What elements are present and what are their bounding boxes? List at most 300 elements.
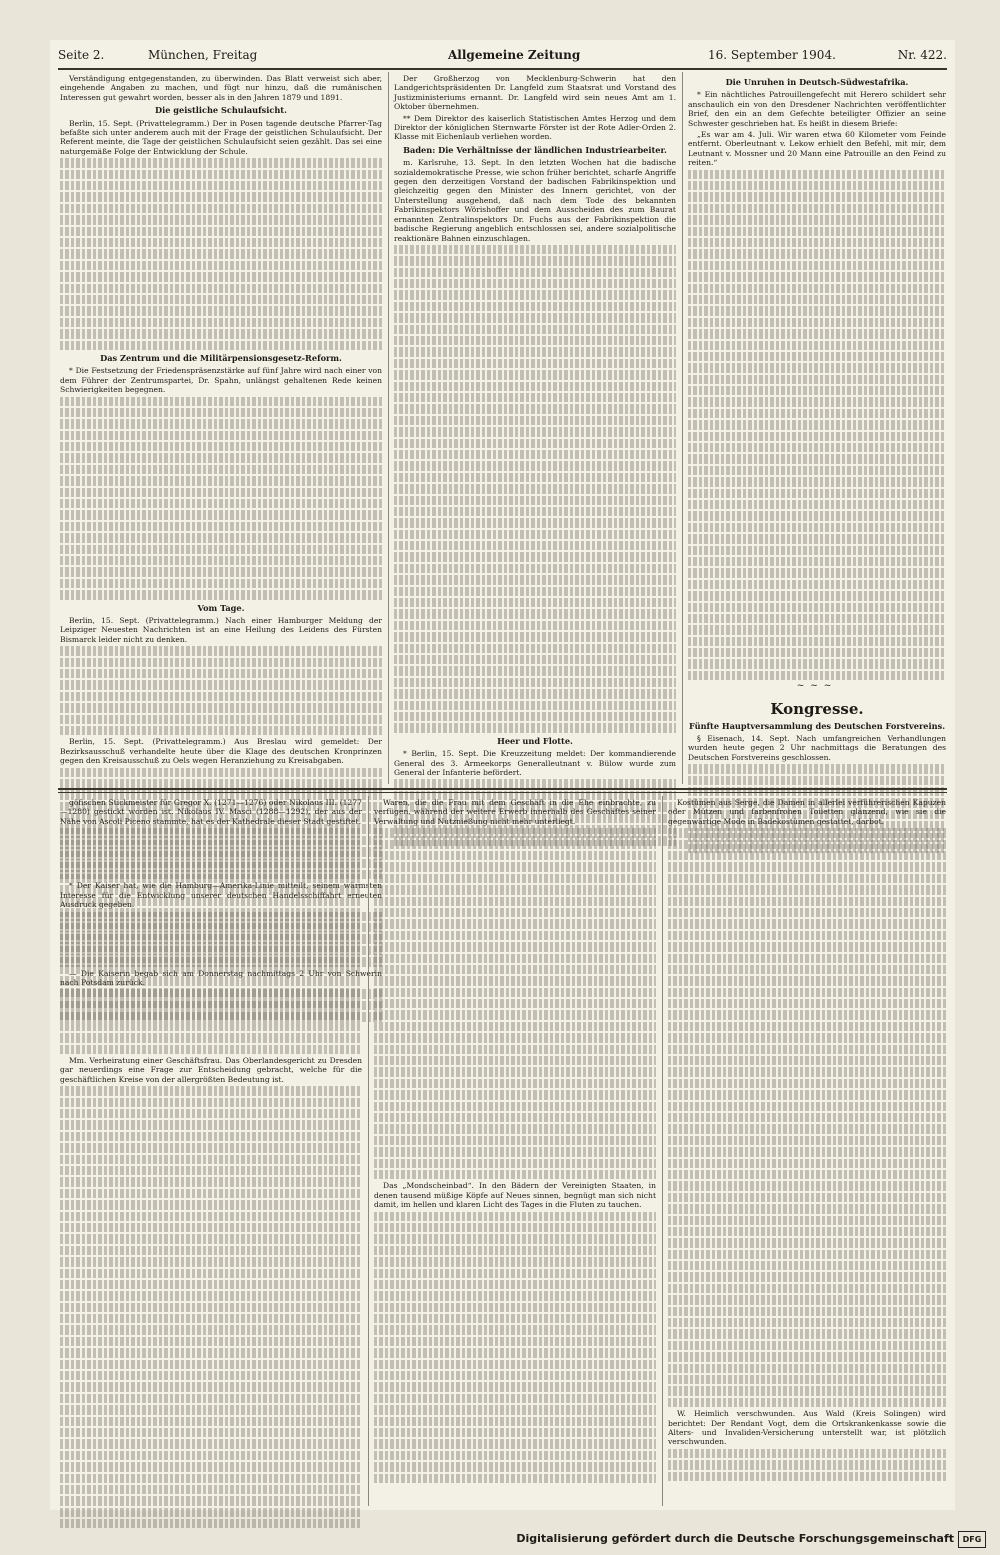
text-line-placeholder: [60, 779, 382, 788]
text-line-placeholder: [394, 450, 676, 459]
text-line-placeholder: [60, 1257, 362, 1266]
text-line-placeholder: [688, 261, 946, 270]
article-text: W. Heimlich verschwunden. Aus Wald (Kreis Solingen) wird berichtet: Der Rendant Vogt, dem die Ortskrankenkasse sowie die Alters- und Invaliden-Versicherung unterstellt war, ist plötzlich verschwunden.: [668, 1409, 946, 1447]
text-line-placeholder: [60, 306, 382, 315]
text-line-placeholder: [60, 329, 382, 338]
text-line-placeholder: [60, 1360, 362, 1369]
article-text: „Es war am 4. Juli. Wir waren etwa 60 Kilometer vom Feinde entfernt. Oberleutnant v. Lekow erhielt den Befehl, mit mir, dem Leutnant v. Mossner und 20 Mann eine Patrouille an den Feind zu reiten.“: [688, 130, 946, 168]
text-line-placeholder: [668, 1079, 946, 1088]
article-heading: Fünfte Hauptversammlung des Deutschen Forstvereins.: [688, 720, 946, 731]
text-line-placeholder: [668, 1449, 946, 1458]
text-line-placeholder: [394, 678, 676, 687]
text-line-placeholder: [60, 1212, 362, 1221]
text-line-placeholder: [374, 840, 656, 849]
text-line-placeholder: [60, 976, 362, 985]
funding-note: Digitalisierung gefördert durch die Deutsche Forschungsgemeinschaft: [516, 1532, 954, 1545]
text-line-placeholder: [60, 192, 382, 201]
text-line-placeholder: [60, 227, 382, 236]
text-line-placeholder: [394, 621, 676, 630]
text-line-placeholder: [60, 522, 382, 531]
text-line-placeholder: [60, 1234, 362, 1243]
text-line-placeholder: [60, 885, 362, 894]
text-line-placeholder: [394, 587, 676, 596]
text-line-placeholder: [60, 499, 382, 508]
text-line-placeholder: [688, 511, 946, 520]
text-line-placeholder: [374, 919, 656, 928]
text-line-placeholder: [394, 347, 676, 356]
text-line-placeholder: [60, 1371, 362, 1380]
text-line-placeholder: [60, 1177, 362, 1186]
text-line-placeholder: [688, 466, 946, 475]
text-line-placeholder: [394, 416, 676, 425]
text-line-placeholder: [60, 249, 382, 258]
article-text: m. Karlsruhe, 13. Sept. In den letzten Wochen hat die badische sozialdemokratische Presse, wie schon früher berichtet, scharfe Angriffe gegen den derzeitigen Vorstand der badischen Fabrikinspektion und gleichzeitig gegen den Minister des Innern gerichtet, von der Unterstellung ausgehend, daß nach dem Tode des bekannten Fabrikinspektors Wörishoffer und dem Ausscheiden des zum Baurat ernannten Zentralinspektors Dr. Fuchs aus der Fabrikinspektion die badische Regierung angeblich entschlossen sei, andere sozialpolitische reaktionäre Bahnen einzuschlagen.: [394, 158, 676, 243]
text-line-placeholder: [60, 954, 362, 963]
article-text: Berlin, 15. Sept. (Privattelegramm.) Der in Posen tagende deutsche Pfarrer-Tag befaßte sich unter anderem auch mit der Frage der geistlichen Schulaufsicht. Der Referent meinte, die Tage der geistlichen Schulaufsicht seien gezählt. Das sei eine naturgemäße Folge der Entwicklung der Schule.: [60, 118, 382, 156]
text-line-placeholder: [668, 1318, 946, 1327]
page-header: [58, 48, 947, 68]
text-line-placeholder: [688, 671, 946, 680]
text-line-placeholder: [668, 1341, 946, 1350]
text-line-placeholder: [668, 1284, 946, 1293]
column-divider: [682, 72, 683, 784]
text-line-placeholder: [374, 1102, 656, 1111]
text-line-placeholder: [60, 1337, 362, 1346]
text-line-placeholder: [60, 1314, 362, 1323]
text-line-placeholder: [668, 840, 946, 849]
text-line-placeholder: [374, 1010, 656, 1019]
text-line-placeholder: [374, 965, 656, 974]
text-line-placeholder: [60, 965, 362, 974]
text-line-placeholder: [668, 1181, 946, 1190]
issue-date: 16. September 1904.: [708, 48, 836, 62]
text-line-placeholder: [394, 279, 676, 288]
text-line-placeholder: [668, 908, 946, 917]
text-line-placeholder: [668, 1045, 946, 1054]
text-line-placeholder: [668, 1386, 946, 1395]
text-line-placeholder: [688, 238, 946, 247]
text-line-placeholder: [60, 1325, 362, 1334]
text-line-placeholder: [688, 420, 946, 429]
dfg-logo: DFG: [958, 1531, 986, 1548]
text-line-placeholder: [688, 318, 946, 327]
text-line-placeholder: [688, 625, 946, 634]
text-line-placeholder: [60, 692, 382, 701]
text-line-placeholder: [374, 1405, 656, 1414]
text-line-placeholder: [60, 453, 382, 462]
text-line-placeholder: [374, 1280, 656, 1289]
text-line-placeholder: [60, 1246, 362, 1255]
text-line-placeholder: [60, 1291, 362, 1300]
text-line-placeholder: [668, 1147, 946, 1156]
text-line-placeholder: [668, 851, 946, 860]
text-line-placeholder: [374, 1394, 656, 1403]
text-line-placeholder: [688, 204, 946, 213]
text-line-placeholder: [688, 170, 946, 179]
text-line-placeholder: [394, 313, 676, 322]
text-line-placeholder: [668, 897, 946, 906]
text-line-placeholder: [374, 851, 656, 860]
text-line-placeholder: [668, 931, 946, 940]
text-line-placeholder: [374, 1033, 656, 1042]
text-line-placeholder: [688, 306, 946, 315]
text-line-placeholder: [668, 1375, 946, 1384]
text-line-placeholder: [60, 1417, 362, 1426]
text-line-placeholder: [394, 712, 676, 721]
text-line-placeholder: [374, 1170, 656, 1179]
text-line-placeholder: [668, 1022, 946, 1031]
text-line-placeholder: [374, 1257, 656, 1266]
text-line-placeholder: [394, 496, 676, 505]
text-line-placeholder: [394, 404, 676, 413]
text-line-placeholder: [60, 1132, 362, 1141]
article-text: § Eisenach, 14. Sept. Nach umfangreichen Verhandlungen wurden heute gegen 2 Uhr nachmittags die Beratungen des Deutschen Forstvereins geschlossen.: [688, 734, 946, 762]
text-line-placeholder: [374, 1325, 656, 1334]
text-line-placeholder: [394, 336, 676, 345]
text-line-placeholder: [688, 352, 946, 361]
text-line-placeholder: [374, 1337, 656, 1346]
text-line-placeholder: [668, 1056, 946, 1065]
text-line-placeholder: [688, 637, 946, 646]
text-line-placeholder: [60, 341, 382, 350]
text-line-placeholder: [60, 295, 382, 304]
article-text: Berlin, 15. Sept. (Privattelegramm.) Nach einer Hamburger Meldung der Leipziger Neuesten Nachrichten ist an eine Heilung des Leidens des Fürsten Bismarck leider nicht zu denken.: [60, 615, 382, 644]
text-line-placeholder: [688, 614, 946, 623]
text-line-placeholder: [60, 680, 382, 689]
text-line-placeholder: [374, 976, 656, 985]
text-line-placeholder: [688, 489, 946, 498]
text-line-placeholder: [688, 227, 946, 236]
text-line-placeholder: [60, 715, 382, 724]
text-line-placeholder: [60, 862, 362, 871]
text-line-placeholder: [688, 568, 946, 577]
feuilleton-column-1: [60, 798, 362, 1506]
text-line-placeholder: [374, 1136, 656, 1145]
text-line-placeholder: [60, 1439, 362, 1448]
text-line-placeholder: [60, 851, 362, 860]
text-line-placeholder: [374, 1234, 656, 1243]
text-line-placeholder: [374, 1113, 656, 1122]
text-line-placeholder: [394, 507, 676, 516]
text-line-placeholder: [688, 386, 946, 395]
article-heading: Baden: Die Verhältnisse der ländlichen Industriearbeiter.: [403, 144, 667, 155]
page-number: Seite 2.: [58, 48, 105, 62]
text-line-placeholder: [688, 500, 946, 509]
text-line-placeholder: [60, 726, 382, 735]
text-line-placeholder: [60, 510, 382, 519]
text-line-placeholder: [60, 988, 362, 997]
text-line-placeholder: [374, 1451, 656, 1460]
text-line-placeholder: [668, 988, 946, 997]
text-line-placeholder: [394, 632, 676, 641]
text-line-placeholder: [60, 545, 382, 554]
text-line-placeholder: [668, 1250, 946, 1259]
text-line-placeholder: [60, 284, 382, 293]
text-line-placeholder: [688, 534, 946, 543]
text-line-placeholder: [60, 999, 362, 1008]
text-line-placeholder: [60, 1405, 362, 1414]
text-line-placeholder: [60, 533, 382, 542]
text-line-placeholder: [60, 397, 382, 406]
text-line-placeholder: [374, 954, 656, 963]
text-line-placeholder: [688, 409, 946, 418]
column-divider: [368, 796, 369, 1506]
text-line-placeholder: [60, 1280, 362, 1289]
text-line-placeholder: [668, 1272, 946, 1281]
text-line-placeholder: [60, 840, 362, 849]
text-line-placeholder: [60, 931, 362, 940]
text-line-placeholder: [374, 908, 656, 917]
text-line-placeholder: [374, 1079, 656, 1088]
text-line-placeholder: [60, 942, 362, 951]
text-line-placeholder: [60, 590, 382, 599]
feuilleton-rule: [58, 792, 947, 793]
text-line-placeholder: [668, 1090, 946, 1099]
section-heading: Kongresse.: [770, 699, 864, 718]
text-line-placeholder: [688, 181, 946, 190]
text-line-placeholder: [60, 158, 382, 167]
text-line-placeholder: [374, 1212, 656, 1221]
column-divider: [388, 72, 389, 784]
text-line-placeholder: [60, 897, 362, 906]
text-line-placeholder: [394, 359, 676, 368]
text-line-placeholder: [668, 919, 946, 928]
text-line-placeholder: [688, 432, 946, 441]
text-line-placeholder: [60, 658, 382, 667]
article-heading: Das Zentrum und die Militärpensionsgesetz-Reform.: [100, 352, 342, 363]
text-line-placeholder: [668, 976, 946, 985]
text-line-placeholder: [60, 828, 362, 837]
text-line-placeholder: [60, 238, 382, 247]
text-line-placeholder: [394, 325, 676, 334]
text-line-placeholder: [60, 1086, 362, 1095]
text-line-placeholder: [668, 828, 946, 837]
text-line-placeholder: [688, 477, 946, 486]
text-line-placeholder: [394, 473, 676, 482]
text-line-placeholder: [394, 723, 676, 732]
text-line-placeholder: [688, 192, 946, 201]
text-line-placeholder: [688, 215, 946, 224]
text-line-placeholder: [60, 476, 382, 485]
text-line-placeholder: [688, 648, 946, 657]
text-line-placeholder: [60, 1033, 362, 1042]
text-line-placeholder: [668, 1193, 946, 1202]
text-line-placeholder: [60, 1496, 362, 1505]
text-line-placeholder: [668, 1010, 946, 1019]
text-line-placeholder: [374, 1269, 656, 1278]
newspaper-page: [50, 40, 955, 1510]
text-line-placeholder: [394, 256, 676, 265]
feuilleton-rule: [58, 788, 947, 790]
text-line-placeholder: [374, 942, 656, 951]
text-line-placeholder: [374, 988, 656, 997]
text-line-placeholder: [60, 1155, 362, 1164]
digitization-footer: [0, 1528, 1000, 1552]
text-line-placeholder: [688, 454, 946, 463]
article-heading: Vom Tage.: [197, 602, 245, 613]
text-line-placeholder: [60, 1200, 362, 1209]
text-line-placeholder: [60, 465, 382, 474]
text-line-placeholder: [394, 701, 676, 710]
text-line-placeholder: [60, 908, 362, 917]
text-line-placeholder: [60, 1189, 362, 1198]
text-line-placeholder: [668, 1329, 946, 1338]
text-line-placeholder: [688, 591, 946, 600]
text-line-placeholder: [374, 862, 656, 871]
text-line-placeholder: [60, 1269, 362, 1278]
issue-number: Nr. 422.: [897, 48, 947, 62]
article-heading: Heer und Flotte.: [497, 735, 573, 746]
text-line-placeholder: [60, 567, 382, 576]
text-line-placeholder: [394, 541, 676, 550]
text-line-placeholder: [394, 268, 676, 277]
text-line-placeholder: [668, 942, 946, 951]
text-line-placeholder: [60, 1303, 362, 1312]
article-text: * Die Festsetzung der Friedenspräsenzstärke auf fünf Jahre wird nach einer von dem Führer der Zentrumspartei, Dr. Spahn, unlängst gehaltenen Rede keinen Schwierigkeiten begegnen.: [60, 366, 382, 395]
text-line-placeholder: [374, 1371, 656, 1380]
text-line-placeholder: [60, 646, 382, 655]
text-line-placeholder: [374, 1223, 656, 1232]
text-line-placeholder: [60, 768, 382, 777]
text-line-placeholder: [668, 1113, 946, 1122]
text-line-placeholder: [60, 1045, 362, 1054]
text-line-placeholder: [60, 874, 362, 883]
text-line-placeholder: [394, 575, 676, 584]
text-line-placeholder: [374, 1360, 656, 1369]
text-line-placeholder: [394, 461, 676, 470]
article-text: Berlin, 15. Sept. (Privattelegramm.) Aus Breslau wird gemeldet: Der Bezirksausschuß verhandelte heute über die Klage des deutschen Kronprinzen gegen den Kreisausschuß zu Oels wegen Heranziehung zu Kreisabgaben.: [60, 737, 382, 766]
text-line-placeholder: [60, 419, 382, 428]
text-line-placeholder: [60, 1508, 362, 1517]
masthead: Allgemeine Zeitung: [448, 48, 581, 62]
text-line-placeholder: [374, 1382, 656, 1391]
text-line-placeholder: [374, 897, 656, 906]
header-rule: [58, 68, 947, 70]
text-line-placeholder: [394, 666, 676, 675]
text-line-placeholder: [688, 363, 946, 372]
text-line-placeholder: [60, 408, 382, 417]
text-line-placeholder: [394, 370, 676, 379]
text-line-placeholder: [374, 1022, 656, 1031]
text-line-placeholder: [60, 488, 382, 497]
feuilleton-column-2: [374, 798, 656, 1506]
text-line-placeholder: [60, 1462, 362, 1471]
text-line-placeholder: [688, 776, 946, 785]
text-line-placeholder: [394, 689, 676, 698]
text-line-placeholder: [60, 272, 382, 281]
text-line-placeholder: [688, 557, 946, 566]
text-line-placeholder: [374, 1439, 656, 1448]
article-text: Mm. Verheiratung einer Geschäftsfrau. Das Oberlandesgericht zu Dresden gar neuerdings eine Frage zur Entscheidung gebracht, welche für die geschäftlichen Kreise von der allergrößten Bedeutung ist.: [60, 1056, 362, 1084]
text-line-placeholder: [60, 431, 382, 440]
text-line-placeholder: [668, 1033, 946, 1042]
text-line-placeholder: [688, 659, 946, 668]
text-line-placeholder: [394, 552, 676, 561]
article-text: Das „Mondscheinbad“. In den Bädern der Vereinigten Staaten, in denen tausend müßige Köpfe auf Neues sinnen, begnügt man sich nicht damit, im hellen und klaren Licht des Tages in die Fluten zu tauchen.: [374, 1181, 656, 1210]
text-line-placeholder: [688, 329, 946, 338]
text-line-placeholder: [688, 397, 946, 406]
text-line-placeholder: [668, 954, 946, 963]
text-line-placeholder: [60, 1120, 362, 1129]
text-line-placeholder: [668, 1472, 946, 1481]
text-line-placeholder: [668, 862, 946, 871]
text-line-placeholder: [374, 1056, 656, 1065]
text-line-placeholder: [374, 1314, 656, 1323]
article-text: * Berlin, 15. Sept. Die Kreuzzeitung meldet: Der kommandierende General des 3. Armeekorps Generalleutnant v. Bülow wurde zum General der Infanterie befördert.: [394, 749, 676, 777]
text-line-placeholder: [688, 546, 946, 555]
text-line-placeholder: [394, 302, 676, 311]
text-line-placeholder: [688, 249, 946, 258]
text-line-placeholder: [60, 1394, 362, 1403]
text-line-placeholder: [60, 1010, 362, 1019]
text-line-placeholder: [60, 1166, 362, 1175]
text-line-placeholder: [668, 885, 946, 894]
text-line-placeholder: [688, 603, 946, 612]
text-line-placeholder: [394, 439, 676, 448]
text-line-placeholder: [60, 1428, 362, 1437]
text-line-placeholder: [60, 579, 382, 588]
text-line-placeholder: [668, 1204, 946, 1213]
text-line-placeholder: [374, 1348, 656, 1357]
text-line-placeholder: [688, 272, 946, 281]
text-line-placeholder: [668, 1102, 946, 1111]
article-text: — Die Kaiserin begab sich am Donnerstag nachmittags 2 Uhr von Schwerin nach Potsdam zurück.: [60, 968, 382, 987]
text-line-placeholder: [668, 1067, 946, 1076]
text-line-placeholder: [60, 1451, 362, 1460]
text-line-placeholder: [394, 655, 676, 664]
text-line-placeholder: [394, 609, 676, 618]
text-line-placeholder: [374, 1462, 656, 1471]
text-line-placeholder: [668, 1364, 946, 1373]
text-line-placeholder: [374, 1045, 656, 1054]
text-line-placeholder: [60, 919, 362, 928]
article-text: * Ein nächtliches Patrouillengefecht mit Herero schildert sehr anschaulich ein von den Dresdener Nachrichten veröffentlichter Brief, den ein an dem Gefechte beteiligter Offizier an seine Schwester geschrieben hat. Es heißt in diesem Briefe:: [688, 90, 946, 128]
text-line-placeholder: [60, 261, 382, 270]
text-line-placeholder: [668, 1227, 946, 1236]
text-line-placeholder: [60, 1382, 362, 1391]
text-line-placeholder: [668, 874, 946, 883]
text-line-placeholder: [60, 1143, 362, 1152]
feuilleton-column-3: [668, 798, 946, 1506]
text-line-placeholder: [668, 1136, 946, 1145]
text-line-placeholder: [60, 669, 382, 678]
text-line-placeholder: [394, 484, 676, 493]
text-line-placeholder: [374, 1067, 656, 1076]
text-line-placeholder: [394, 518, 676, 527]
text-line-placeholder: [374, 931, 656, 940]
article-heading: Die Unruhen in Deutsch-Südwestafrika.: [725, 77, 909, 87]
article-text: Verständigung entgegenstanden, zu überwinden. Das Blatt verweist sich aber, eingehende Angaben zu machen, und fügt nur hinzu, daß die rumänischen Interessen gut gewahrt worden, besser als in den Jahren 1879 und 1891.: [60, 74, 382, 102]
column-divider: [662, 796, 663, 1506]
text-line-placeholder: [374, 1303, 656, 1312]
text-line-placeholder: [688, 295, 946, 304]
text-line-placeholder: [688, 523, 946, 532]
text-line-placeholder: [60, 181, 382, 190]
text-line-placeholder: [668, 1307, 946, 1316]
text-line-placeholder: [374, 874, 656, 883]
text-line-placeholder: [374, 1124, 656, 1133]
article-text: Kostümen aus Serge, die Damen in allerlei verführerischen Kapuzen oder Mützen und farbenfrohen Toiletten glänzend, wie sie die gegenwärtige Mode in Badekostümen gestattet, darbot.: [668, 798, 946, 826]
text-line-placeholder: [394, 393, 676, 402]
text-line-placeholder: [374, 999, 656, 1008]
place-day: München, Freitag: [148, 48, 258, 62]
text-line-placeholder: [668, 1238, 946, 1247]
text-line-placeholder: [60, 1485, 362, 1494]
article-text: Der Großherzog von Mecklenburg-Schwerin hat den Landgerichtspräsidenten Dr. Langfeld zum Staatsrat und Vorstand des Justizministeriums ernannt. Dr. Langfeld wird sein neues Amt am 1. Oktober übernehmen.: [394, 74, 676, 112]
text-line-placeholder: [394, 644, 676, 653]
text-line-placeholder: [60, 703, 382, 712]
text-line-placeholder: [394, 564, 676, 573]
